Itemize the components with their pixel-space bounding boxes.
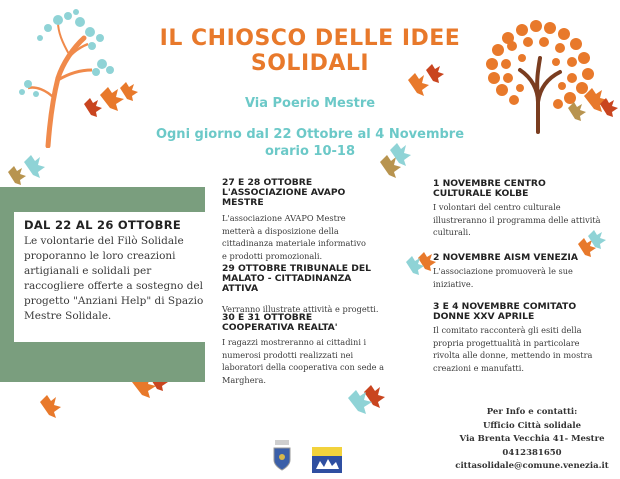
poster-title — [140, 26, 480, 76]
contact-address: Via Brenta Vecchia 41- Mestre — [459, 434, 605, 444]
event-text: I ragazzi mostreranno ai cittadini i numerosi prodotti realizzati nei laboratori della cooperativa con sede a Marghera. — [222, 337, 384, 385]
highlight-text: Le volontarie del Filò Solidale proporanno le loro creazioni artigianali e solidali per raccogliere offerte a sostegno del progetto "Anziani Help" di Spazio Mestre Solidale. — [24, 235, 204, 322]
event-realta — [222, 313, 387, 386]
poster-title-line2: SOLIDALI — [250, 51, 370, 76]
event-comitato — [433, 302, 603, 374]
event-text: L'associazione AVAPO Mestre metterà a disposizione della cittadinanza materiale informativo e prodotti promozionali. — [222, 213, 366, 261]
event-text: I volontari del centro culturale illustreranno il programma delle attività culturali. — [433, 202, 601, 237]
event-heading: 3 E 4 NOVEMBRE COMITATO DONNE XXV APRILE — [433, 301, 577, 322]
event-text: L'associazione promuoverà le sue iniziative. — [433, 266, 573, 289]
event-heading: 27 E 28 OTTOBRE L'ASSOCIAZIONE AVAPO MESTRE — [222, 177, 346, 208]
contact-phone: 0412381650 — [502, 447, 562, 458]
contact-title: Per Info e contatti: — [486, 407, 578, 417]
event-heading: 30 E 31 OTTOBRE COOPERATIVA REALTA' — [222, 312, 338, 333]
event-kolbe — [433, 179, 601, 239]
location-text: Via Poerio Mestre — [244, 96, 376, 111]
highlight-panel — [14, 212, 214, 342]
schedule-hours: orario 10-18 — [264, 144, 356, 159]
city-logo — [272, 440, 292, 472]
event-avapo — [222, 178, 372, 262]
event-text: Il comitato racconterà gli esiti della propria progettualità in particolare rivolta alle donne, mettendo in mostra creazioni e manufatti. — [433, 325, 593, 373]
event-text: Verranno illustrate attività e progetti. — [222, 304, 379, 314]
contact-block — [452, 406, 612, 474]
poster-title-line1: IL CHIOSCO DELLE IDEE — [159, 26, 461, 51]
contact-office: Ufficio Città solidale — [483, 420, 581, 431]
schedule-dates: Ogni giorno dal 22 Ottobre al 4 Novembre — [155, 127, 465, 142]
event-tribunale — [222, 264, 387, 316]
event-heading: 1 NOVEMBRE CENTRO CULTURALE KOLBE — [433, 178, 546, 199]
contact-email: cittasolidale@comune.venezia.it — [455, 461, 609, 471]
event-logo — [312, 447, 342, 473]
highlight-heading: DAL 22 AL 26 OTTOBRE — [24, 218, 182, 232]
event-heading: 29 OTTOBRE TRIBUNALE DEL MALATO - CITTADINANZA ATTIVA — [222, 263, 372, 294]
event-aism — [433, 253, 601, 290]
schedule-text — [110, 126, 510, 160]
event-heading: 2 NOVEMBRE AISM VENEZIA — [433, 252, 578, 263]
